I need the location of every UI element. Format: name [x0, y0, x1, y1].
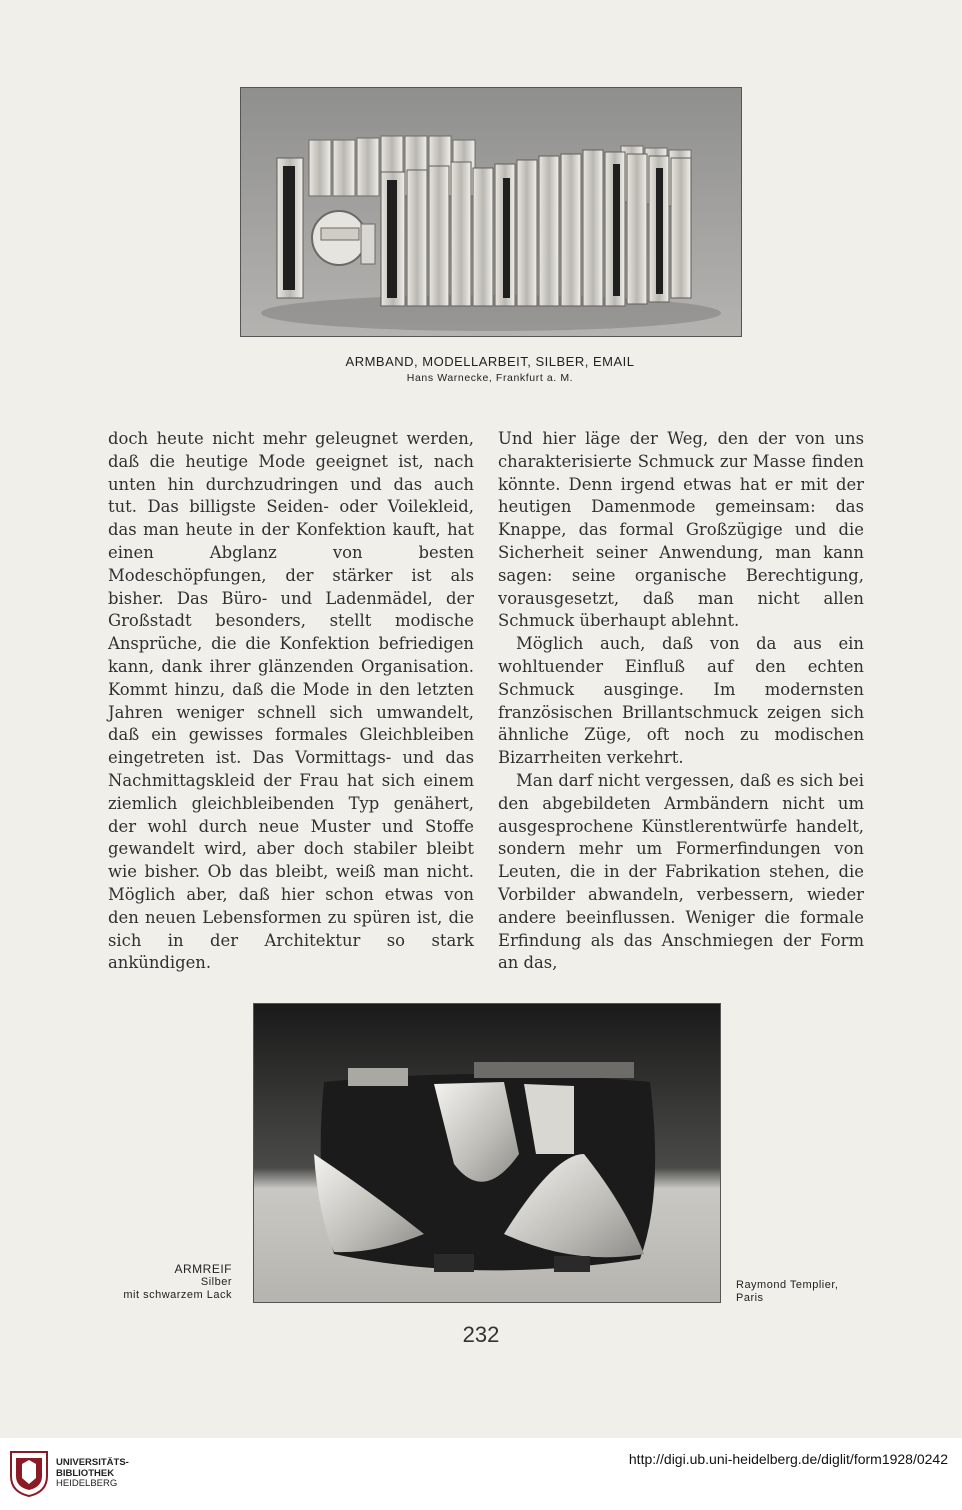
library-name — [56, 1458, 129, 1490]
figure2-caption-left — [60, 1263, 232, 1302]
figure1-title: ARMBAND, MODELLARBEIT, SILBER, EMAIL — [345, 354, 635, 369]
library-line-2: BIBLIOTHEK — [56, 1467, 115, 1479]
page-number: 232 — [462, 1322, 500, 1347]
paragraph: Man darf nicht vergessen, daß es sich bei den abgebildeten Armbändern nicht um ausgesprochene Künstlerentwürfe handelt, sondern mehr um Formerfindungen von Leuten, die in der Fabrikation stehen, die Vorbilder abwandeln, verbessern, wieder andere beeinflussen. Weniger die formale Erfindung als das Anschmiegen der Form an das, — [498, 770, 864, 973]
library-line-3: HEIDELBERG — [56, 1478, 118, 1489]
figure2-title: ARMREIF — [174, 1262, 232, 1276]
figure2-designer: Raymond Templier, — [736, 1279, 839, 1291]
figure2-material-2: mit schwarzem Lack — [123, 1289, 232, 1301]
footer-bar — [0, 1438, 962, 1510]
figure2-material-1: Silber — [200, 1276, 232, 1288]
bangle-photo — [253, 1003, 721, 1303]
figure2-city: Paris — [736, 1292, 764, 1304]
text-column-left — [108, 428, 474, 975]
university-seal-icon — [8, 1448, 50, 1498]
paragraph: doch heute nicht mehr geleugnet werden, daß die heutige Mode geeignet ist, nach unten hin durchzudringen und das auch tut. Das billigste Seiden- oder Voilekleid, das man heute in der Konfektion kauft, hat einen Abglanz von besten Modeschöpfungen, der stärker ist als bisher. Das Büro- und Ladenmädel, der Großstadt besonders, stellt modische Ansprüche, die die Konfektion befriedigen kann, dank ihrer glänzenden Organisation. Kommt hinzu, daß die Mode in den letzten Jahren weniger schnell sich umwandelt, daß ein gewisses formales Gleichbleiben eingetreten ist. Das Vormittags- und das Nachmittagskleid der Frau hat sich einem ziemlich gleichbleibenden Typ genähert, der wohl durch neue Muster und Stoffe gewandelt wird, aber doch stabiler bleibt wie bisher. Ob das bleibt, weiß man nicht. Möglich aber, daß hier schon etwas von den neuen Lebensformen zu spüren ist, die sich in der Architektur so stark ankündigen. — [108, 429, 474, 973]
library-line-1: UNIVERSITÄTS- — [56, 1457, 129, 1468]
text-column-right — [498, 428, 864, 975]
paragraph: Und hier läge der Weg, den der von uns charakterisierte Schmuck zur Masse finden könnte. Denn irgend etwas hat er mit der heutigen Damenmode gemeinsam: das Knappe, das formal Großzügige und die Sicherheit seiner Anwendung, man kann sagen: seine organische Berechtigung, vorausgesetzt, daß man nicht allen Schmuck überhaupt ablehnt. — [498, 429, 864, 631]
paragraph: Möglich auch, daß von da aus ein wohltuender Einfluß auf den echten Schmuck ausginge. Im modernsten französischen Brillantschmuck zeigen sich ähnliche Züge, oft noch zu modischen Bizarrheiten verkehrt. — [498, 634, 864, 768]
figure2-caption-right — [736, 1279, 838, 1305]
bangle-illustration — [254, 1004, 720, 1302]
bracelet-photo — [240, 87, 742, 337]
bracelet-illustration — [241, 88, 741, 336]
figure1-credit: Hans Warnecke, Frankfurt a. M. — [406, 372, 574, 384]
source-url-link[interactable]: http://digi.ub.uni-heidelberg.de/diglit/form1928/0242 — [628, 1451, 948, 1467]
figure1-caption — [240, 354, 740, 384]
